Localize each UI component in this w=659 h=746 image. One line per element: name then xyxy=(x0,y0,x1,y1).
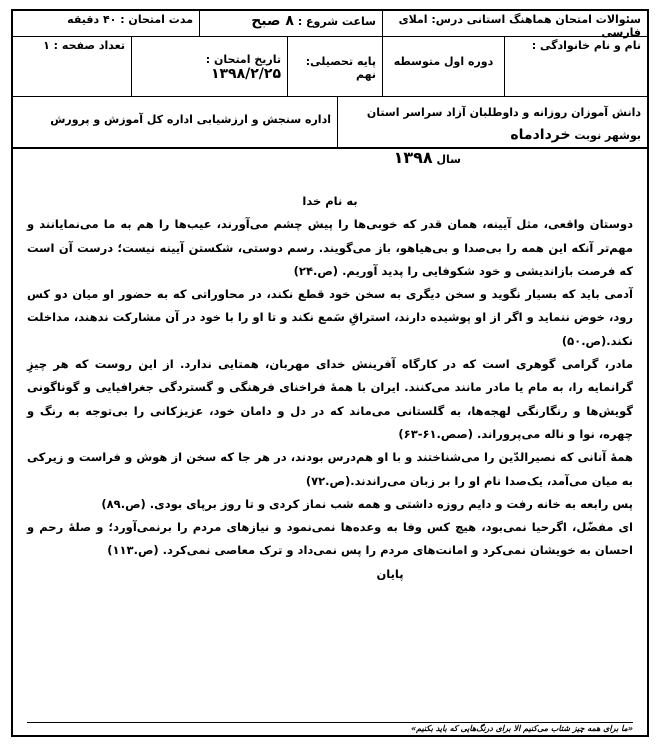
end-text: پایان xyxy=(376,566,404,581)
year-label: سال xyxy=(436,153,461,166)
exam-date-cell xyxy=(131,37,287,96)
start-time-label: ساعت شروع : xyxy=(297,15,376,28)
paragraph-3: مادر، گرامی گوهری است که در کارگاه آفرینش خدای مهربان، همتایی ندارد. از این روست که هر چیزِ گرانمایه را، به مام یا مادر مانند می‌کنند. ایران با همهٔ فراخنای فرهنگی و گستردگی جغرافیایی و گوناگونی گویش‌ها و رنگارنگی لهجه‌ها، به گلستانی می‌ماند که در دل و دامان خود، عزیزکانی را بی‌توجه به رنگ و چهره، نوا و ناله می‌پروراند. (صص.۶۱-۶۳) xyxy=(27,357,633,441)
paragraph-4: همهٔ آنانی که نصیرالدّین را می‌شناختند و با او هم‌درس بودند، در هر جا که سخن از هوش و فراست و زیرکی به میان می‌آمد، یک‌صدا نام او را بر زبان می‌راندند.(ص.۷۲) xyxy=(27,450,633,488)
start-time-value: ۸ صبح xyxy=(251,13,294,29)
header-row-1 xyxy=(13,11,647,37)
subject-text: سئوالات امتحان هماهنگ استانی درس: املای فارسی xyxy=(398,13,641,39)
header-row-3 xyxy=(13,97,647,167)
office-cell xyxy=(13,97,337,147)
office-text: اداره سنجش و ارزشیابی اداره کل آموزش و پرورش xyxy=(50,113,331,126)
text-title: به نام خدا xyxy=(302,194,358,208)
name-cell xyxy=(504,37,647,96)
session-text: دانش آموزان روزانه و داوطلبان آزاد سراسر استان بوشهر نوبت xyxy=(366,106,641,142)
paragraph-1: دوستان واقعی، مثل آیینه، همان قدر که خوبی‌ها را پیش چشم می‌آورند، عیب‌ها را هم به ما می‌نمایانند و مهم‌تر آنکه این همه را بی‌صدا و بی‌هیاهو، باز می‌گویند. رسم دوستی، شکستن آیینه نیست؛ درست آن است که فرصت بازاندیشی و خود شکوفایی را پدید آوریم. (ص.۲۴) xyxy=(27,217,633,278)
exam-sheet xyxy=(11,9,649,737)
session-cell xyxy=(337,97,647,167)
session-month: خردادماه xyxy=(510,127,571,143)
name-label: نام و نام خانوادگی : xyxy=(531,39,641,52)
paragraph-2: آدمی باید که بسیار نگوید و سخن دیگری به سخن خود قطع نکند، در محاوراتی که به حضور او میان دو کس رود، خوض ننماید و اگر از او پوشیده دارند، استراقِ سَمع نکند و تا او را با خود در آن مشارکت ندهند، مداخلت نکند.(ص.۵۰) xyxy=(27,287,633,348)
exam-date-value: ۱۳۹۸/۲/۲۵ xyxy=(210,66,281,82)
period-cell xyxy=(382,37,504,96)
duration-text: مدت امتحان : ۴۰ دقیقه xyxy=(67,13,193,26)
exam-date-label: تاریخ امتحان : xyxy=(205,53,281,66)
grade-text: پایه تحصیلی: نهم xyxy=(305,55,376,81)
grade-cell xyxy=(287,37,382,96)
header-row-2 xyxy=(13,37,647,97)
year-value: ۱۳۹۸ xyxy=(393,148,433,167)
dictation-text xyxy=(13,150,647,735)
period-text: دوره اول متوسطه xyxy=(393,55,494,68)
subject-cell xyxy=(382,11,647,39)
duration-cell xyxy=(13,11,199,36)
page-count-text: تعداد صفحه : ۱ xyxy=(43,39,125,52)
page-count-cell xyxy=(13,37,131,96)
footer-quote: «ما برای همه چیز شتاب می‌کنیم الا برای درنگ‌هایی که باید بکنیم» xyxy=(27,722,633,733)
paragraph-6: ای مفضّل، اگرحیا نمی‌بود، هیچ کس وفا به وعده‌ها نمی‌نمود و نیازهای مردم را برنمی‌آورد؛ و صلهٔ رحم و احسان به خویشان نمی‌کرد و امانت‌های مردم را پس نمی‌داد و ترک معاصی نمی‌کرد. (ص.۱۱۳) xyxy=(27,520,633,558)
paragraph-5: پس رابعه به خانه رفت و دایم روزه داشتی و همه شب نماز کردی و تا روز برپای بودی. (ص.۸۹) xyxy=(101,496,633,511)
start-time-cell xyxy=(199,11,382,36)
